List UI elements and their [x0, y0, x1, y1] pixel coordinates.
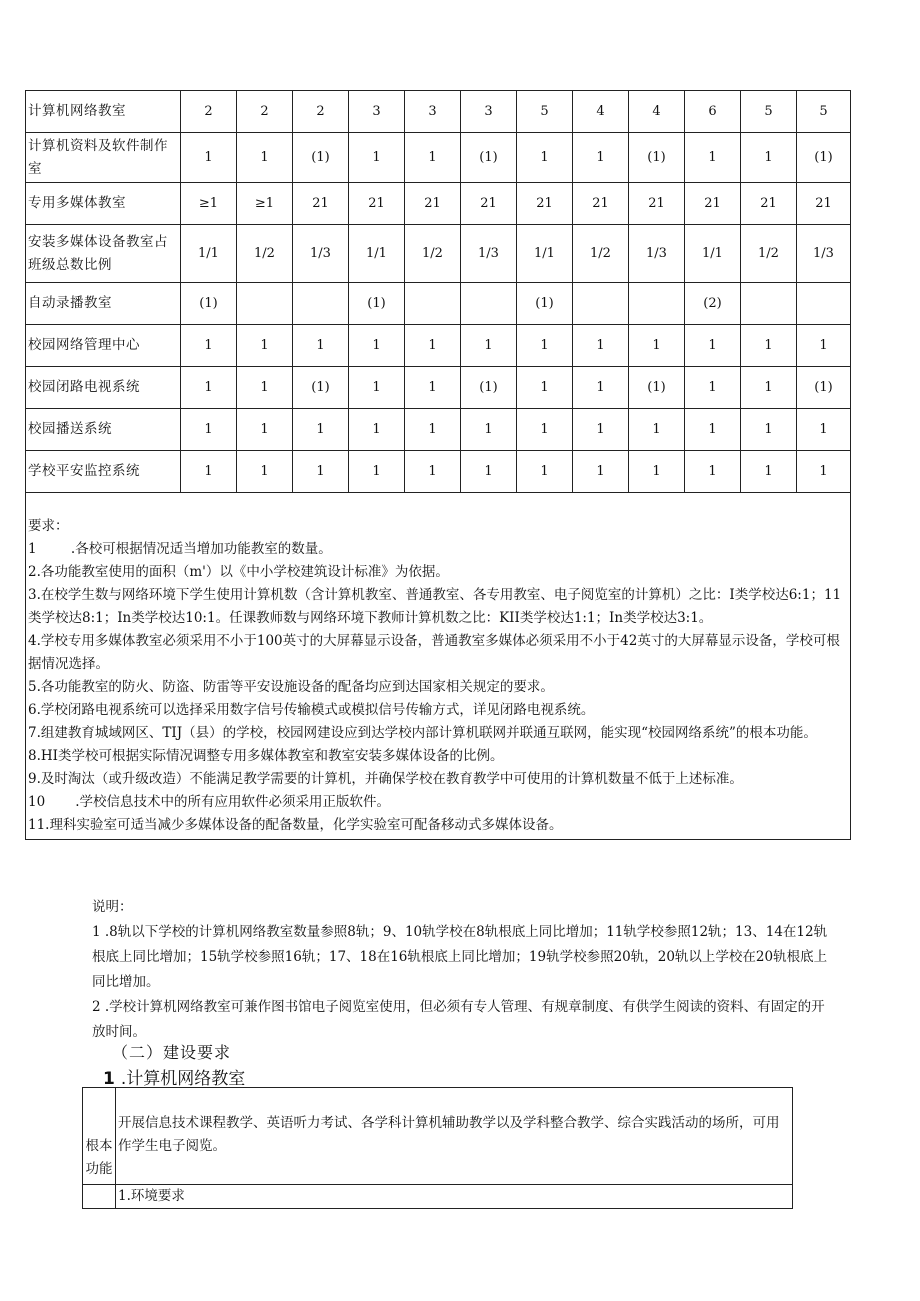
notes-title: 说明：	[92, 899, 133, 915]
requirements-cell	[26, 493, 851, 840]
requirement-item: 5.各功能教室的防火、防盗、防雷等平安设施设备的配备均应到达国家相关规定的要求。	[28, 679, 554, 695]
table-cell: 1	[181, 367, 237, 409]
table-cell: 1	[349, 451, 405, 493]
table-cell: 1	[293, 409, 349, 451]
table-cell	[573, 283, 629, 325]
table-cell: 5	[741, 91, 797, 133]
table-cell: 4	[573, 91, 629, 133]
table-cell: 1	[573, 409, 629, 451]
requirement-item: 9.及时淘汰（或升级改造）不能满足教学需要的计算机，并确保学校在教育教学中可使用的计算机数量不低于上述标准。	[28, 771, 743, 787]
table-cell: 1	[741, 133, 797, 183]
table-cell: 1	[405, 133, 461, 183]
table-cell: 1	[685, 367, 741, 409]
table-cell: 1	[237, 133, 293, 183]
table-cell: 1/2	[741, 225, 797, 283]
table-cell: (1)	[461, 133, 517, 183]
table-cell	[629, 283, 685, 325]
table-cell: ≥1	[237, 183, 293, 225]
table-cell: 1	[629, 409, 685, 451]
table-cell: 1	[237, 367, 293, 409]
table-cell: (1)	[629, 133, 685, 183]
row-label: 自动录播教室	[26, 283, 181, 325]
requirement-item: 3.在校学生数与网络环境下学生使用计算机数（含计算机教室、普通教室、各专用教室、电子阅览室的计算机）之比：I类学校达6:1；11类学校达8:1；In类学校达10:1。任课教师数与网络环境下教师计算机数之比：KII类学校达1:1；In类学校达3:1。	[28, 587, 842, 626]
table-cell: 3	[461, 91, 517, 133]
table-cell: 21	[405, 183, 461, 225]
table-cell: 21	[461, 183, 517, 225]
table-cell: 1/1	[685, 225, 741, 283]
table-cell	[797, 283, 851, 325]
table-cell: 1/3	[797, 225, 851, 283]
table-cell: 1	[517, 451, 573, 493]
requirement-item: 6.学校闭路电视系统可以选择采用数字信号传输模式或模拟信号传输方式，详见闭路电视系统。	[28, 702, 595, 718]
table-cell: 1	[349, 409, 405, 451]
table-cell: (1)	[293, 133, 349, 183]
row-label: 计算机网络教室	[26, 91, 181, 133]
table-cell: 6	[685, 91, 741, 133]
table-cell	[461, 283, 517, 325]
table-cell: (1)	[293, 367, 349, 409]
table-cell: (2)	[685, 283, 741, 325]
row-label: 学校平安监控系统	[26, 451, 181, 493]
table-cell: (1)	[461, 367, 517, 409]
table-cell: 3	[349, 91, 405, 133]
table-cell: 1/3	[629, 225, 685, 283]
environment-requirements: 1.环境要求	[116, 1185, 793, 1209]
row-label: 校园播送系统	[26, 409, 181, 451]
table-row	[26, 367, 851, 409]
table-cell: 21	[573, 183, 629, 225]
table-cell: 2	[237, 91, 293, 133]
table-cell: 1	[573, 133, 629, 183]
table-cell: 1	[741, 325, 797, 367]
table-cell: 1/1	[349, 225, 405, 283]
table-cell: 1	[517, 133, 573, 183]
table-cell: 1	[797, 451, 851, 493]
table-cell: (1)	[181, 283, 237, 325]
function-label: 根本功能	[83, 1088, 116, 1185]
function-table	[82, 1087, 793, 1209]
requirement-item: 1 .各校可根据情况适当增加功能教室的数量。	[28, 541, 332, 557]
requirements-block	[28, 515, 849, 837]
table-cell: 1	[349, 133, 405, 183]
row-label: 校园闭路电视系统	[26, 367, 181, 409]
row-label: 安装多媒体设备教室占班级总数比例	[26, 225, 181, 283]
table-cell: 1	[685, 325, 741, 367]
equipment-table	[25, 90, 851, 840]
table-cell	[237, 283, 293, 325]
table-cell: 1	[237, 451, 293, 493]
requirement-item: 11.理科实验室可适当减少多媒体设备的配备数量，化学实验室可配备移动式多媒体设备。	[28, 817, 563, 833]
table-cell: 1	[517, 409, 573, 451]
table-cell: 21	[349, 183, 405, 225]
table-cell: 1	[573, 451, 629, 493]
table-cell: 1	[685, 133, 741, 183]
note-item: 2 .学校计算机网络教室可兼作图书馆电子阅览室使用，但必须有专人管理、有规章制度、有供学生阅读的资料、有固定的开放时间。	[92, 999, 825, 1040]
requirement-item: 10 .学校信息技术中的所有应用软件必须采用正版软件。	[28, 794, 391, 810]
table-cell: 21	[293, 183, 349, 225]
section-heading: （二）建设要求	[112, 1043, 232, 1062]
table-cell: 1/3	[293, 225, 349, 283]
row-label: 专用多媒体教室	[26, 183, 181, 225]
table-cell: (1)	[349, 283, 405, 325]
table-cell: 2	[293, 91, 349, 133]
table-cell: 1	[181, 133, 237, 183]
table-cell: 1	[293, 451, 349, 493]
table-cell: 1/3	[461, 225, 517, 283]
function-text: 开展信息技术课程教学、英语听力考试、各学科计算机辅助教学以及学科整合教学、综合实践活动的场所，可用作学生电子阅览。	[116, 1088, 793, 1185]
table-row	[26, 133, 851, 183]
table-cell: ≥1	[181, 183, 237, 225]
table-cell: 1	[349, 325, 405, 367]
table-row	[26, 451, 851, 493]
table-cell: 1	[237, 325, 293, 367]
table-cell: 1	[405, 367, 461, 409]
table-cell: 2	[181, 91, 237, 133]
table-cell: 1	[405, 451, 461, 493]
notes-block	[88, 895, 838, 1045]
row-label: 校园网络管理中心	[26, 325, 181, 367]
requirement-item: 7.组建教育城域网区、TIJ（县）的学校，校园网建设应到达学校内部计算机联网并联通互联网，能实现“校园网络系统”的根本功能。	[28, 725, 817, 741]
table-cell: 1/1	[517, 225, 573, 283]
table-cell: 1	[629, 451, 685, 493]
table-cell: 1	[573, 325, 629, 367]
table-cell: 5	[517, 91, 573, 133]
table-cell: 21	[517, 183, 573, 225]
subsection-number: 1	[103, 1069, 115, 1089]
table-cell: 1	[461, 409, 517, 451]
table-cell: 1	[797, 409, 851, 451]
table-cell: 1	[685, 409, 741, 451]
table-cell: 1	[349, 367, 405, 409]
table-row	[26, 325, 851, 367]
table-cell: 5	[797, 91, 851, 133]
table-row	[26, 91, 851, 133]
table-cell: 1	[517, 367, 573, 409]
table-cell: 1	[797, 325, 851, 367]
requirement-item: 4.学校专用多媒体教室必须采用不小于100英寸的大屏幕显示设备，普通教室多媒体必须采用不小于42英寸的大屏幕显示设备，学校可根据情况选择。	[28, 633, 840, 672]
table-cell: 21	[685, 183, 741, 225]
table-cell: 1	[293, 325, 349, 367]
table-cell: (1)	[517, 283, 573, 325]
table-cell: 1	[405, 409, 461, 451]
table-row	[26, 283, 851, 325]
table-cell: 1/1	[181, 225, 237, 283]
document-page	[25, 90, 850, 840]
table-cell	[741, 283, 797, 325]
table-cell: (1)	[797, 133, 851, 183]
row-label: 计算机资料及软件制作室	[26, 133, 181, 183]
table-row	[26, 183, 851, 225]
table-cell: 21	[797, 183, 851, 225]
table-cell: 1	[685, 451, 741, 493]
subsection-title: .计算机网络教室	[120, 1069, 246, 1089]
table-cell: 1	[237, 409, 293, 451]
table-cell	[405, 283, 461, 325]
table-cell: 1	[741, 451, 797, 493]
table-cell: 1	[181, 325, 237, 367]
table-row	[26, 225, 851, 283]
requirement-item: 8.HI类学校可根据实际情况调整专用多媒体教室和教室安装多媒体设备的比例。	[28, 748, 504, 764]
table-row	[26, 409, 851, 451]
table-cell: 1/2	[405, 225, 461, 283]
table-cell: 1	[405, 325, 461, 367]
table-cell: 1	[181, 409, 237, 451]
table-cell: 3	[405, 91, 461, 133]
table-cell: 1	[741, 409, 797, 451]
note-item: 1 .8轨以下学校的计算机网络教室数量参照8轨；9、10轨学校在8轨根底上同比增加；11轨学校参照12轨；13、14在12轨根底上同比增加；15轨学校参照16轨；17、18在16轨根底上同比增加；19轨学校参照20轨，20轨以上学校在20轨根底上同比增加。	[92, 924, 828, 990]
table-cell: 1	[461, 325, 517, 367]
table-cell: 1	[461, 451, 517, 493]
table-cell: 1	[741, 367, 797, 409]
table-cell: 1	[573, 367, 629, 409]
table-cell: (1)	[629, 367, 685, 409]
table-cell: 4	[629, 91, 685, 133]
function-empty-cell	[83, 1185, 116, 1209]
table-cell: 1	[517, 325, 573, 367]
table-cell: 1	[629, 325, 685, 367]
subsection-heading	[103, 1064, 245, 1089]
table-cell: 21	[741, 183, 797, 225]
table-cell: (1)	[797, 367, 851, 409]
table-cell: 21	[629, 183, 685, 225]
table-cell	[293, 283, 349, 325]
requirements-title: 要求：	[28, 518, 69, 534]
table-cell: 1	[181, 451, 237, 493]
table-cell: 1/2	[573, 225, 629, 283]
requirement-item: 2.各功能教室使用的面积（m'）以《中小学校建筑设计标准》为依据。	[28, 564, 449, 580]
table-cell: 1/2	[237, 225, 293, 283]
